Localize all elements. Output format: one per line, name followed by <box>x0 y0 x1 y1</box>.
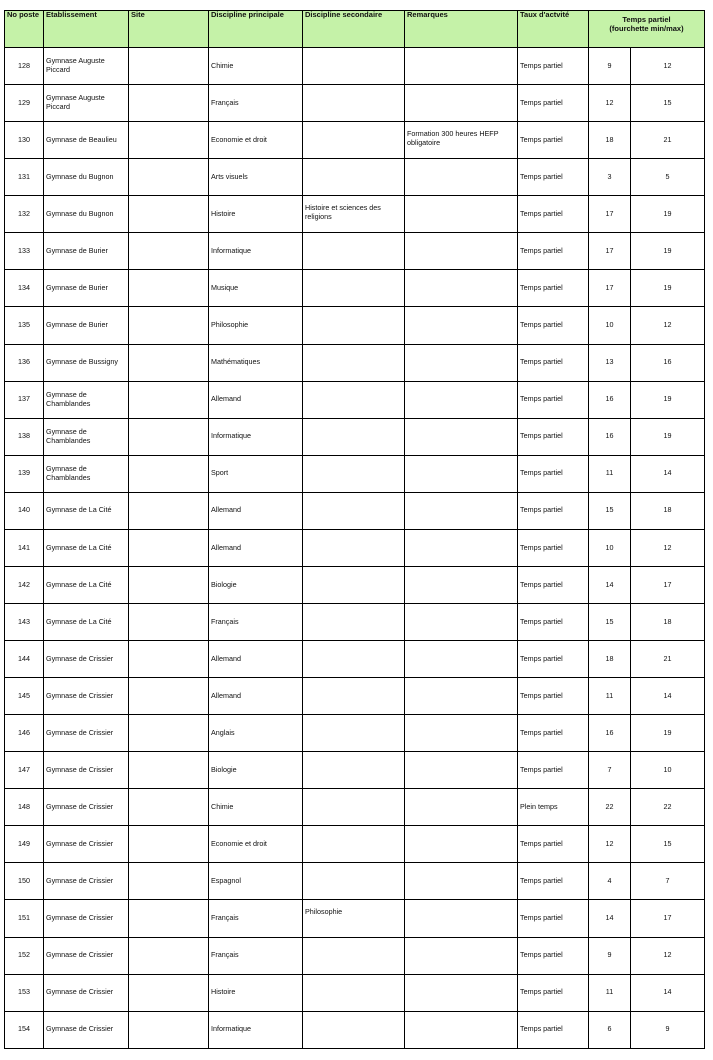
cell-temps-max: 22 <box>631 789 705 826</box>
cell-taux-activite: Plein temps <box>518 789 589 826</box>
cell-site <box>129 270 209 307</box>
cell-site <box>129 344 209 381</box>
cell-taux-activite: Temps partiel <box>518 603 589 640</box>
cell-etablissement: Gymnase du Bugnon <box>44 196 129 233</box>
cell-taux-activite: Temps partiel <box>518 678 589 715</box>
cell-remarques <box>405 974 518 1011</box>
cell-discipline-principale: Economie et droit <box>209 122 303 159</box>
cell-discipline-secondaire <box>303 1011 405 1048</box>
cell-site <box>129 678 209 715</box>
cell-discipline-secondaire: Philosophie <box>303 900 405 937</box>
cell-temps-min: 18 <box>589 641 631 678</box>
cell-discipline-principale: Biologie <box>209 566 303 603</box>
cell-site <box>129 122 209 159</box>
cell-remarques <box>405 381 518 418</box>
cell-temps-min: 16 <box>589 381 631 418</box>
cell-temps-max: 10 <box>631 752 705 789</box>
cell-temps-max: 21 <box>631 122 705 159</box>
table-row <box>5 529 705 566</box>
cell-discipline-secondaire <box>303 789 405 826</box>
table-row <box>5 196 705 233</box>
cell-temps-min: 11 <box>589 974 631 1011</box>
cell-no-poste: 152 <box>5 937 44 974</box>
cell-taux-activite: Temps partiel <box>518 752 589 789</box>
cell-temps-min: 17 <box>589 196 631 233</box>
cell-taux-activite: Temps partiel <box>518 85 589 122</box>
cell-discipline-principale: Allemand <box>209 641 303 678</box>
cell-temps-max: 17 <box>631 900 705 937</box>
table-row <box>5 566 705 603</box>
cell-site <box>129 418 209 455</box>
cell-temps-min: 9 <box>589 48 631 85</box>
cell-temps-max: 12 <box>631 48 705 85</box>
cell-temps-min: 13 <box>589 344 631 381</box>
cell-discipline-secondaire <box>303 344 405 381</box>
cell-discipline-principale: Mathématiques <box>209 344 303 381</box>
cell-taux-activite: Temps partiel <box>518 529 589 566</box>
cell-site <box>129 455 209 492</box>
cell-remarques <box>405 455 518 492</box>
cell-temps-max: 9 <box>631 1011 705 1048</box>
cell-site <box>129 492 209 529</box>
cell-site <box>129 603 209 640</box>
cell-taux-activite: Temps partiel <box>518 455 589 492</box>
cell-no-poste: 143 <box>5 603 44 640</box>
cell-temps-min: 17 <box>589 270 631 307</box>
cell-no-poste: 138 <box>5 418 44 455</box>
header-taux-activite: Taux d'actvité <box>518 11 589 48</box>
table-row <box>5 641 705 678</box>
cell-temps-max: 17 <box>631 566 705 603</box>
cell-taux-activite: Temps partiel <box>518 344 589 381</box>
cell-discipline-principale: Histoire <box>209 974 303 1011</box>
cell-no-poste: 149 <box>5 826 44 863</box>
cell-remarques <box>405 826 518 863</box>
cell-discipline-principale: Informatique <box>209 233 303 270</box>
cell-remarques <box>405 566 518 603</box>
cell-no-poste: 141 <box>5 529 44 566</box>
cell-remarques <box>405 85 518 122</box>
cell-temps-max: 21 <box>631 641 705 678</box>
cell-remarques <box>405 1011 518 1048</box>
table-row <box>5 752 705 789</box>
cell-etablissement: Gymnase de La Cité <box>44 529 129 566</box>
header-site: Site <box>129 11 209 48</box>
cell-temps-max: 14 <box>631 455 705 492</box>
cell-temps-min: 3 <box>589 159 631 196</box>
cell-remarques <box>405 529 518 566</box>
cell-discipline-secondaire <box>303 159 405 196</box>
cell-temps-max: 14 <box>631 678 705 715</box>
cell-no-poste: 144 <box>5 641 44 678</box>
cell-remarques <box>405 789 518 826</box>
cell-temps-max: 16 <box>631 344 705 381</box>
cell-discipline-principale: Français <box>209 937 303 974</box>
cell-discipline-secondaire <box>303 492 405 529</box>
cell-temps-min: 14 <box>589 566 631 603</box>
cell-remarques <box>405 937 518 974</box>
cell-temps-min: 12 <box>589 85 631 122</box>
cell-site <box>129 826 209 863</box>
cell-remarques <box>405 233 518 270</box>
cell-etablissement: Gymnase de La Cité <box>44 492 129 529</box>
table-row <box>5 863 705 900</box>
cell-temps-max: 15 <box>631 826 705 863</box>
table-row <box>5 715 705 752</box>
table-row <box>5 1011 705 1048</box>
cell-remarques <box>405 603 518 640</box>
header-no-poste: No poste <box>5 11 44 48</box>
cell-no-poste: 145 <box>5 678 44 715</box>
cell-temps-min: 7 <box>589 752 631 789</box>
cell-etablissement: Gymnase de Crissier <box>44 826 129 863</box>
cell-discipline-secondaire <box>303 418 405 455</box>
header-discipline-principale: Discipline principale <box>209 11 303 48</box>
cell-temps-min: 11 <box>589 455 631 492</box>
cell-temps-max: 19 <box>631 715 705 752</box>
cell-no-poste: 142 <box>5 566 44 603</box>
cell-no-poste: 151 <box>5 900 44 937</box>
cell-temps-min: 10 <box>589 529 631 566</box>
cell-temps-min: 9 <box>589 937 631 974</box>
cell-temps-max: 14 <box>631 974 705 1011</box>
table-row <box>5 900 705 937</box>
cell-site <box>129 937 209 974</box>
cell-discipline-principale: Allemand <box>209 381 303 418</box>
cell-temps-max: 19 <box>631 270 705 307</box>
cell-discipline-secondaire <box>303 85 405 122</box>
cell-site <box>129 863 209 900</box>
cell-discipline-secondaire <box>303 752 405 789</box>
cell-taux-activite: Temps partiel <box>518 492 589 529</box>
cell-discipline-secondaire <box>303 937 405 974</box>
cell-no-poste: 133 <box>5 233 44 270</box>
cell-remarques <box>405 492 518 529</box>
table-row <box>5 307 705 344</box>
table-row <box>5 937 705 974</box>
cell-discipline-principale: Philosophie <box>209 307 303 344</box>
cell-temps-min: 11 <box>589 678 631 715</box>
cell-remarques <box>405 270 518 307</box>
cell-temps-max: 12 <box>631 529 705 566</box>
cell-no-poste: 140 <box>5 492 44 529</box>
cell-taux-activite: Temps partiel <box>518 233 589 270</box>
cell-discipline-principale: Musique <box>209 270 303 307</box>
cell-no-poste: 153 <box>5 974 44 1011</box>
cell-site <box>129 159 209 196</box>
cell-site <box>129 529 209 566</box>
cell-taux-activite: Temps partiel <box>518 826 589 863</box>
table-row <box>5 122 705 159</box>
table-row <box>5 85 705 122</box>
cell-etablissement: Gymnase de Crissier <box>44 715 129 752</box>
cell-etablissement: Gymnase de Crissier <box>44 937 129 974</box>
cell-temps-min: 18 <box>589 122 631 159</box>
cell-taux-activite: Temps partiel <box>518 307 589 344</box>
cell-taux-activite: Temps partiel <box>518 381 589 418</box>
cell-discipline-secondaire <box>303 233 405 270</box>
header-temps-partiel: Temps partiel (fourchette min/max) <box>589 11 705 48</box>
cell-temps-max: 19 <box>631 233 705 270</box>
cell-etablissement: Gymnase de Beaulieu <box>44 122 129 159</box>
table-row <box>5 381 705 418</box>
cell-taux-activite: Temps partiel <box>518 122 589 159</box>
cell-etablissement: Gymnase de Chamblandes <box>44 455 129 492</box>
cell-temps-min: 6 <box>589 1011 631 1048</box>
cell-temps-max: 19 <box>631 418 705 455</box>
cell-etablissement: Gymnase de Burier <box>44 270 129 307</box>
cell-etablissement: Gymnase de Bussigny <box>44 344 129 381</box>
header-remarques: Remarques <box>405 11 518 48</box>
cell-temps-min: 4 <box>589 863 631 900</box>
cell-discipline-principale: Economie et droit <box>209 826 303 863</box>
cell-etablissement: Gymnase Auguste Piccard <box>44 85 129 122</box>
cell-site <box>129 566 209 603</box>
table-row <box>5 789 705 826</box>
cell-taux-activite: Temps partiel <box>518 715 589 752</box>
cell-temps-min: 17 <box>589 233 631 270</box>
cell-discipline-principale: Chimie <box>209 789 303 826</box>
cell-no-poste: 131 <box>5 159 44 196</box>
cell-remarques <box>405 344 518 381</box>
cell-discipline-principale: Biologie <box>209 752 303 789</box>
cell-remarques <box>405 307 518 344</box>
cell-discipline-secondaire <box>303 641 405 678</box>
cell-etablissement: Gymnase de Crissier <box>44 863 129 900</box>
cell-discipline-secondaire <box>303 529 405 566</box>
cell-site <box>129 307 209 344</box>
cell-discipline-secondaire <box>303 715 405 752</box>
table-row <box>5 974 705 1011</box>
cell-remarques: Formation 300 heures HEFP obligatoire <box>405 122 518 159</box>
cell-discipline-secondaire <box>303 122 405 159</box>
cell-remarques <box>405 418 518 455</box>
cell-discipline-secondaire <box>303 974 405 1011</box>
cell-discipline-principale: Français <box>209 603 303 640</box>
cell-no-poste: 129 <box>5 85 44 122</box>
cell-etablissement: Gymnase de Crissier <box>44 900 129 937</box>
cell-temps-max: 12 <box>631 307 705 344</box>
cell-taux-activite: Temps partiel <box>518 159 589 196</box>
cell-discipline-principale: Allemand <box>209 529 303 566</box>
table-row <box>5 270 705 307</box>
cell-discipline-principale: Allemand <box>209 492 303 529</box>
cell-etablissement: Gymnase Auguste Piccard <box>44 48 129 85</box>
cell-site <box>129 1011 209 1048</box>
cell-discipline-principale: Allemand <box>209 678 303 715</box>
cell-temps-min: 16 <box>589 715 631 752</box>
cell-discipline-secondaire: Histoire et sciences des religions <box>303 196 405 233</box>
header-discipline-secondaire: Discipline secondaire <box>303 11 405 48</box>
cell-discipline-principale: Chimie <box>209 48 303 85</box>
cell-etablissement: Gymnase du Bugnon <box>44 159 129 196</box>
cell-no-poste: 154 <box>5 1011 44 1048</box>
cell-discipline-principale: Espagnol <box>209 863 303 900</box>
cell-etablissement: Gymnase de Crissier <box>44 641 129 678</box>
cell-etablissement: Gymnase de La Cité <box>44 603 129 640</box>
cell-discipline-secondaire <box>303 455 405 492</box>
cell-remarques <box>405 752 518 789</box>
cell-taux-activite: Temps partiel <box>518 418 589 455</box>
table-row <box>5 492 705 529</box>
cell-temps-min: 22 <box>589 789 631 826</box>
cell-site <box>129 900 209 937</box>
header-etablissement: Etablissement <box>44 11 129 48</box>
cell-no-poste: 150 <box>5 863 44 900</box>
cell-temps-min: 16 <box>589 418 631 455</box>
cell-no-poste: 135 <box>5 307 44 344</box>
cell-temps-max: 18 <box>631 603 705 640</box>
cell-etablissement: Gymnase de Burier <box>44 307 129 344</box>
cell-temps-min: 12 <box>589 826 631 863</box>
cell-etablissement: Gymnase de Crissier <box>44 974 129 1011</box>
cell-taux-activite: Temps partiel <box>518 974 589 1011</box>
cell-remarques <box>405 641 518 678</box>
cell-no-poste: 139 <box>5 455 44 492</box>
cell-no-poste: 130 <box>5 122 44 159</box>
cell-taux-activite: Temps partiel <box>518 48 589 85</box>
cell-discipline-principale: Français <box>209 85 303 122</box>
cell-discipline-principale: Anglais <box>209 715 303 752</box>
cell-site <box>129 233 209 270</box>
cell-etablissement: Gymnase de Crissier <box>44 752 129 789</box>
cell-taux-activite: Temps partiel <box>518 641 589 678</box>
cell-remarques <box>405 159 518 196</box>
table-row <box>5 603 705 640</box>
cell-site <box>129 48 209 85</box>
cell-discipline-secondaire <box>303 863 405 900</box>
cell-discipline-secondaire <box>303 307 405 344</box>
cell-etablissement: Gymnase de Burier <box>44 233 129 270</box>
cell-etablissement: Gymnase de Crissier <box>44 1011 129 1048</box>
cell-site <box>129 85 209 122</box>
cell-etablissement: Gymnase de Chamblandes <box>44 381 129 418</box>
cell-site <box>129 641 209 678</box>
cell-discipline-principale: Histoire <box>209 196 303 233</box>
cell-discipline-secondaire <box>303 566 405 603</box>
table-row <box>5 826 705 863</box>
cell-no-poste: 147 <box>5 752 44 789</box>
header-row <box>5 11 705 48</box>
cell-discipline-principale: Informatique <box>209 1011 303 1048</box>
cell-discipline-principale: Français <box>209 900 303 937</box>
cell-taux-activite: Temps partiel <box>518 196 589 233</box>
cell-etablissement: Gymnase de La Cité <box>44 566 129 603</box>
cell-temps-max: 12 <box>631 937 705 974</box>
table-row <box>5 159 705 196</box>
cell-taux-activite: Temps partiel <box>518 270 589 307</box>
cell-taux-activite: Temps partiel <box>518 566 589 603</box>
cell-no-poste: 136 <box>5 344 44 381</box>
cell-site <box>129 789 209 826</box>
table-row <box>5 678 705 715</box>
cell-temps-max: 7 <box>631 863 705 900</box>
cell-temps-min: 15 <box>589 603 631 640</box>
cell-remarques <box>405 48 518 85</box>
cell-site <box>129 715 209 752</box>
table-row <box>5 344 705 381</box>
cell-site <box>129 196 209 233</box>
cell-etablissement: Gymnase de Crissier <box>44 678 129 715</box>
cell-temps-min: 14 <box>589 900 631 937</box>
cell-site <box>129 381 209 418</box>
cell-no-poste: 132 <box>5 196 44 233</box>
cell-no-poste: 128 <box>5 48 44 85</box>
cell-remarques <box>405 900 518 937</box>
cell-no-poste: 146 <box>5 715 44 752</box>
table-row <box>5 48 705 85</box>
postes-table <box>4 10 705 1049</box>
cell-no-poste: 137 <box>5 381 44 418</box>
cell-discipline-principale: Arts visuels <box>209 159 303 196</box>
table-row <box>5 418 705 455</box>
cell-temps-max: 18 <box>631 492 705 529</box>
cell-temps-max: 5 <box>631 159 705 196</box>
cell-discipline-secondaire <box>303 826 405 863</box>
cell-temps-max: 19 <box>631 381 705 418</box>
cell-taux-activite: Temps partiel <box>518 900 589 937</box>
cell-discipline-principale: Sport <box>209 455 303 492</box>
cell-temps-max: 15 <box>631 85 705 122</box>
cell-discipline-secondaire <box>303 603 405 640</box>
cell-discipline-principale: Informatique <box>209 418 303 455</box>
cell-temps-max: 19 <box>631 196 705 233</box>
cell-etablissement: Gymnase de Chamblandes <box>44 418 129 455</box>
table-row <box>5 233 705 270</box>
cell-taux-activite: Temps partiel <box>518 863 589 900</box>
cell-remarques <box>405 678 518 715</box>
cell-discipline-secondaire <box>303 678 405 715</box>
cell-temps-min: 15 <box>589 492 631 529</box>
cell-etablissement: Gymnase de Crissier <box>44 789 129 826</box>
cell-site <box>129 752 209 789</box>
cell-no-poste: 148 <box>5 789 44 826</box>
cell-taux-activite: Temps partiel <box>518 937 589 974</box>
cell-no-poste: 134 <box>5 270 44 307</box>
cell-site <box>129 974 209 1011</box>
table-row <box>5 455 705 492</box>
cell-taux-activite: Temps partiel <box>518 1011 589 1048</box>
cell-discipline-secondaire <box>303 48 405 85</box>
cell-discipline-secondaire <box>303 270 405 307</box>
cell-remarques <box>405 196 518 233</box>
cell-remarques <box>405 863 518 900</box>
cell-temps-min: 10 <box>589 307 631 344</box>
cell-remarques <box>405 715 518 752</box>
cell-discipline-secondaire <box>303 381 405 418</box>
